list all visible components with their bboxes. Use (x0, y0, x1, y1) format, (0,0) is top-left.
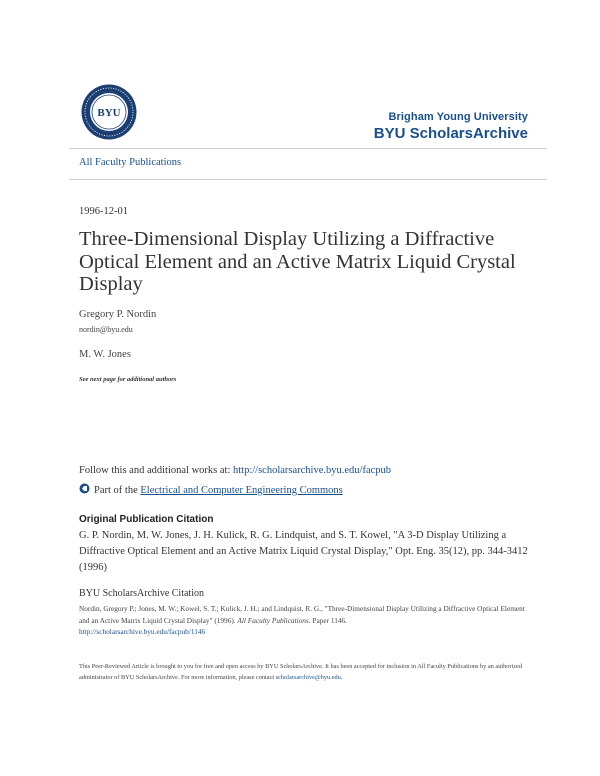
follow-line (79, 465, 391, 476)
original-citation-text: G. P. Nordin, M. W. Jones, J. H. Kulick, R. G. Lindquist, and S. T. Kowel, "A 3-D Display Utilizing a Diffractive Optical Element and an Active Matrix Liquid Crystal Display," Opt. Eng. 35(12), pp. 344-3412 (1996) (79, 530, 528, 573)
university-name: Brigham Young University (388, 111, 528, 123)
footer-text: This Peer-Reviewed Article is brought to you for free and open access by BYU ScholarsArchive. It has been accepted for inclusion in All Faculty Publications by an authorized administrator of BYU ScholarsArchive. For more information, please contact (79, 663, 522, 681)
byu-seal-logo (80, 83, 138, 141)
author-name: Gregory P. Nordin (79, 309, 157, 320)
commons-link[interactable]: Electrical and Computer Engineering Commons (140, 485, 343, 496)
part-of-prefix: Part of the (94, 485, 141, 496)
divider-bottom (69, 179, 547, 180)
bepress-commons-icon (79, 483, 90, 494)
author-email: nordin@byu.edu (79, 325, 133, 334)
article-title: Three-Dimensional Display Utilizing a Diffractive Optical Element and an Active Matrix Liquid Crystal Display (79, 228, 516, 295)
seal-text: BYU (97, 107, 121, 119)
part-of-line (79, 483, 343, 496)
footer-end: . (340, 674, 343, 681)
facpub-url-link[interactable]: http://scholarsarchive.byu.edu/facpub (233, 465, 392, 476)
institution-header (374, 111, 528, 142)
bsa-citation-text (79, 603, 529, 638)
follow-prefix: Follow this and additional works at: (79, 465, 233, 476)
bsa-citation-main: Nordin, Gregory P.; Jones, M. W.; Kowel, S. T.; Kulick, J. H.; and Lindquist, R. G., "Three-Dimensional Display Utilizing a Diffractive Optical Element and an Active Matrix Liquid Crystal Display" (1996). (79, 604, 525, 625)
contact-email-link[interactable]: scholarsarchive@byu.edu (275, 674, 341, 681)
bsa-citation-heading: BYU ScholarsArchive Citation (79, 588, 204, 599)
bsa-citation-url-link[interactable]: http://scholarsarchive.byu.edu/facpub/1146 (79, 627, 206, 636)
archive-name: BYU ScholarsArchive (373, 125, 528, 142)
author-name: M. W. Jones (79, 349, 131, 360)
see-next-page-note: See next page for additional authors (79, 376, 177, 383)
publication-date: 1996-12-01 (79, 206, 128, 217)
original-citation-heading: Original Publication Citation (79, 514, 214, 525)
bsa-citation-tail: Paper 1146. (310, 615, 348, 625)
divider-top (69, 148, 547, 149)
footer-notice (79, 661, 539, 683)
bsa-citation-series: All Faculty Publications. (237, 615, 311, 625)
all-faculty-publications-link[interactable]: All Faculty Publications (79, 157, 182, 168)
